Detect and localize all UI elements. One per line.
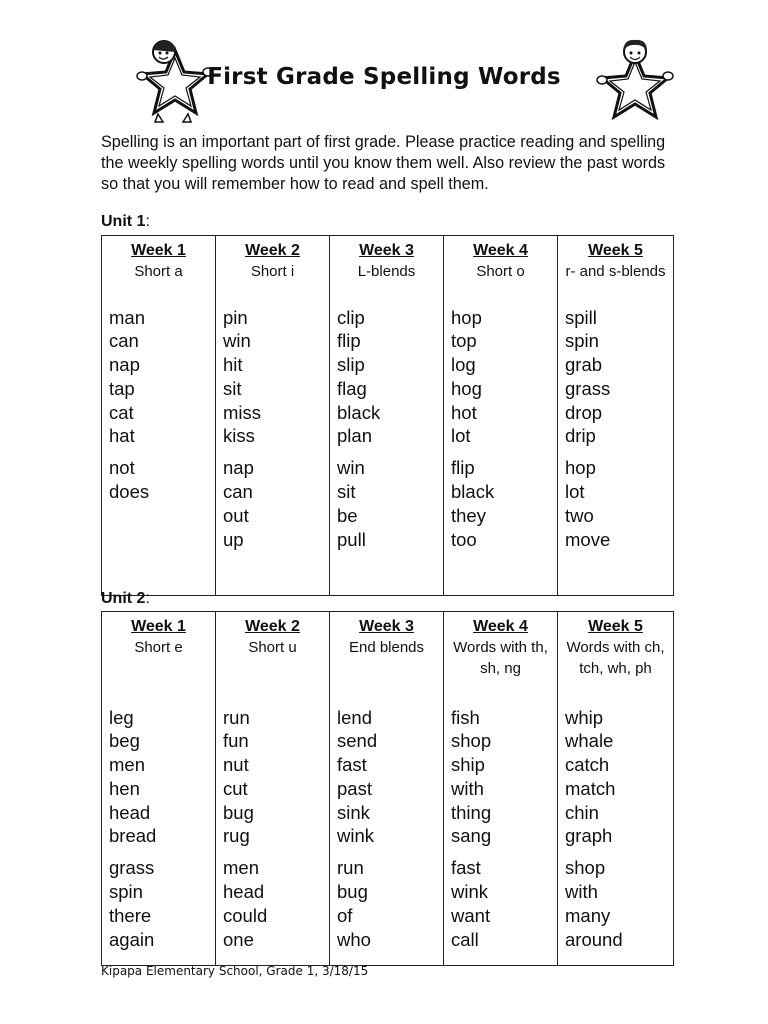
spelling-word: nut xyxy=(223,754,249,776)
spelling-word-list xyxy=(102,706,215,849)
spelling-word: again xyxy=(109,928,155,950)
week-title: Week 5 xyxy=(588,242,643,259)
spelling-word: move xyxy=(565,528,611,550)
unit-2-words-table xyxy=(101,611,674,966)
spelling-word: beg xyxy=(109,730,140,752)
spelling-word-list xyxy=(102,306,215,449)
spelling-word: two xyxy=(565,504,594,526)
unit-1-label xyxy=(101,213,150,231)
week-header-cell xyxy=(102,236,216,306)
week-word-cell xyxy=(558,706,674,966)
spelling-word: miss xyxy=(223,401,262,423)
spelling-word: chin xyxy=(565,801,599,823)
spelling-word: leg xyxy=(109,706,134,728)
spelling-word: bread xyxy=(109,825,157,847)
spelling-word: they xyxy=(451,504,486,526)
spelling-word: wink xyxy=(451,881,489,903)
week-title: Week 2 xyxy=(245,242,300,259)
spelling-word: catch xyxy=(565,754,610,776)
spelling-word: hog xyxy=(451,377,482,399)
spelling-word: sit xyxy=(223,377,242,399)
spelling-word: fish xyxy=(451,706,480,728)
spelling-word: flag xyxy=(337,377,367,399)
spelling-word: of xyxy=(337,904,353,926)
spelling-word: wink xyxy=(337,825,375,847)
spelling-word: fun xyxy=(223,730,249,752)
unit-2-header-row xyxy=(102,612,674,706)
spelling-word: past xyxy=(337,777,372,799)
week-skill: Words with th, sh, ng xyxy=(453,639,548,677)
week-skill: Words with ch, tch, wh, ph xyxy=(566,639,665,677)
week-title: Week 4 xyxy=(473,242,528,259)
spelling-word: hat xyxy=(109,425,135,447)
spelling-word: thing xyxy=(451,801,492,823)
week-title: Week 3 xyxy=(359,618,414,635)
spelling-word: grass xyxy=(565,377,611,399)
spelling-word: run xyxy=(337,857,364,879)
week-title: Week 3 xyxy=(359,242,414,259)
spelling-word: sang xyxy=(451,825,492,847)
week-header-cell xyxy=(330,236,444,306)
week-header-cell xyxy=(102,612,216,706)
week-skill: Short e xyxy=(134,639,183,656)
unit-1-word-row xyxy=(102,306,674,596)
week-word-cell xyxy=(330,706,444,966)
spelling-word: does xyxy=(109,481,150,503)
spelling-word: up xyxy=(223,528,244,550)
review-word-list xyxy=(444,856,557,951)
spelling-word: fast xyxy=(337,754,367,776)
spelling-word: flip xyxy=(337,330,361,352)
intro-paragraph: Spelling is an important part of first grade. Please practice reading and spelling the weekly spelling words until you know them well. Also review the past words so that you will remember how to read and spell them. xyxy=(101,133,666,193)
spelling-word: pin xyxy=(223,306,248,328)
spelling-word-list xyxy=(216,306,329,449)
spelling-word: too xyxy=(451,528,477,550)
review-word-list xyxy=(330,456,443,551)
review-word-list xyxy=(216,456,329,551)
spelling-word: nap xyxy=(109,354,140,376)
spelling-word: hop xyxy=(451,306,482,328)
spelling-word: ship xyxy=(451,754,485,776)
spelling-word: be xyxy=(337,504,358,526)
week-title: Week 1 xyxy=(131,618,186,635)
spelling-word: spill xyxy=(565,306,597,328)
unit-1-name: Unit 1 xyxy=(101,213,146,230)
week-word-cell xyxy=(444,706,558,966)
spelling-word-list xyxy=(216,706,329,849)
spelling-word: grass xyxy=(109,857,155,879)
review-word-list xyxy=(216,856,329,951)
spelling-word: drip xyxy=(565,425,596,447)
unit-1-words-table xyxy=(101,235,674,596)
spelling-word: log xyxy=(451,354,476,376)
spelling-word: spin xyxy=(565,330,599,352)
spelling-word: clip xyxy=(337,306,365,328)
unit-2-word-row xyxy=(102,706,674,966)
spelling-word: around xyxy=(565,928,623,950)
review-word-list xyxy=(558,456,673,551)
spelling-word-list xyxy=(444,706,557,849)
spelling-word: lot xyxy=(565,481,585,503)
unit-2-label xyxy=(101,590,150,608)
spelling-word: can xyxy=(223,481,253,503)
spelling-word: want xyxy=(451,904,491,926)
unit-1-header-row xyxy=(102,236,674,306)
spelling-word: there xyxy=(109,904,152,926)
spelling-word: match xyxy=(565,777,616,799)
spelling-word: men xyxy=(223,857,259,879)
spelling-word: who xyxy=(337,928,371,950)
footer-text: Kipapa Elementary School, Grade 1, 3/18/15 xyxy=(101,964,369,978)
spelling-word: shop xyxy=(565,857,606,879)
week-word-cell xyxy=(330,306,444,596)
spelling-word: one xyxy=(223,928,254,950)
spelling-word: graph xyxy=(565,825,613,847)
spelling-word: head xyxy=(109,801,151,823)
week-skill: Short o xyxy=(476,263,525,280)
spelling-word: bug xyxy=(223,801,254,823)
week-word-cell xyxy=(444,306,558,596)
spelling-word: tap xyxy=(109,377,135,399)
spelling-word: hit xyxy=(223,354,243,376)
week-word-cell xyxy=(216,306,330,596)
spelling-word: call xyxy=(451,928,479,950)
spelling-word: win xyxy=(337,457,365,479)
spelling-word: slip xyxy=(337,354,365,376)
spelling-word: lot xyxy=(451,425,471,447)
week-skill: End blends xyxy=(348,639,425,656)
week-title: Week 4 xyxy=(473,618,528,635)
spelling-word: black xyxy=(451,481,495,503)
week-word-cell xyxy=(558,306,674,596)
spelling-word: whip xyxy=(565,706,604,728)
spelling-word: send xyxy=(337,730,378,752)
review-word-list xyxy=(102,456,215,504)
week-skill: Short i xyxy=(250,263,295,280)
week-word-cell xyxy=(102,706,216,966)
spelling-word: black xyxy=(337,401,381,423)
spelling-word-list xyxy=(558,306,673,449)
week-skill: L-blends xyxy=(357,263,416,280)
spelling-word: fast xyxy=(451,857,481,879)
spelling-word: flip xyxy=(451,457,475,479)
week-word-cell xyxy=(216,706,330,966)
spelling-word: drop xyxy=(565,401,603,423)
unit-2-name: Unit 2 xyxy=(101,590,146,607)
week-header-cell xyxy=(216,236,330,306)
spelling-word: sink xyxy=(337,801,370,823)
spelling-word: cut xyxy=(223,777,248,799)
spelling-word: lend xyxy=(337,706,372,728)
week-header-cell xyxy=(216,612,330,706)
week-header-cell xyxy=(444,612,558,706)
week-title: Week 1 xyxy=(131,242,186,259)
unit-1-colon: : xyxy=(145,213,150,230)
page-title: First Grade Spelling Words xyxy=(207,64,561,90)
spelling-word-list xyxy=(330,706,443,849)
spelling-word: whale xyxy=(565,730,614,752)
spelling-word-list xyxy=(330,306,443,449)
week-header-cell xyxy=(558,236,674,306)
spelling-word: nap xyxy=(223,457,254,479)
unit-2-colon: : xyxy=(145,590,150,607)
spelling-word-list xyxy=(558,706,673,849)
week-skill: Short a xyxy=(134,263,183,280)
spelling-word: pull xyxy=(337,528,366,550)
spelling-word: hop xyxy=(565,457,596,479)
spelling-word: head xyxy=(223,881,265,903)
week-header-cell xyxy=(558,612,674,706)
spelling-word: could xyxy=(223,904,268,926)
review-word-list xyxy=(102,856,215,951)
spelling-word: grab xyxy=(565,354,603,376)
spelling-word: spin xyxy=(109,881,143,903)
spelling-word: rug xyxy=(223,825,250,847)
spelling-word: hen xyxy=(109,777,140,799)
week-skill: r- and s-blends xyxy=(565,263,666,280)
spelling-word: many xyxy=(565,904,611,926)
spelling-word: hot xyxy=(451,401,477,423)
spelling-word: sit xyxy=(337,481,356,503)
spelling-word: shop xyxy=(451,730,492,752)
spelling-word: run xyxy=(223,706,250,728)
spelling-word: not xyxy=(109,457,135,479)
week-header-cell xyxy=(330,612,444,706)
spelling-word: with xyxy=(565,881,598,903)
spelling-word: with xyxy=(451,777,484,799)
week-title: Week 5 xyxy=(588,618,643,635)
week-skill: Short u xyxy=(248,639,297,656)
spelling-word: bug xyxy=(337,881,368,903)
week-word-cell xyxy=(102,306,216,596)
review-word-list xyxy=(444,456,557,551)
spelling-word: cat xyxy=(109,401,134,423)
spelling-word-list xyxy=(444,306,557,449)
week-header-cell xyxy=(444,236,558,306)
spelling-word: kiss xyxy=(223,425,255,447)
week-title: Week 2 xyxy=(245,618,300,635)
spelling-word: can xyxy=(109,330,139,352)
review-word-list xyxy=(330,856,443,951)
spelling-word: top xyxy=(451,330,477,352)
spelling-word: man xyxy=(109,306,145,328)
spelling-word: win xyxy=(223,330,251,352)
spelling-word: out xyxy=(223,504,249,526)
spelling-word: men xyxy=(109,754,145,776)
review-word-list xyxy=(558,856,673,951)
spelling-word: plan xyxy=(337,425,372,447)
